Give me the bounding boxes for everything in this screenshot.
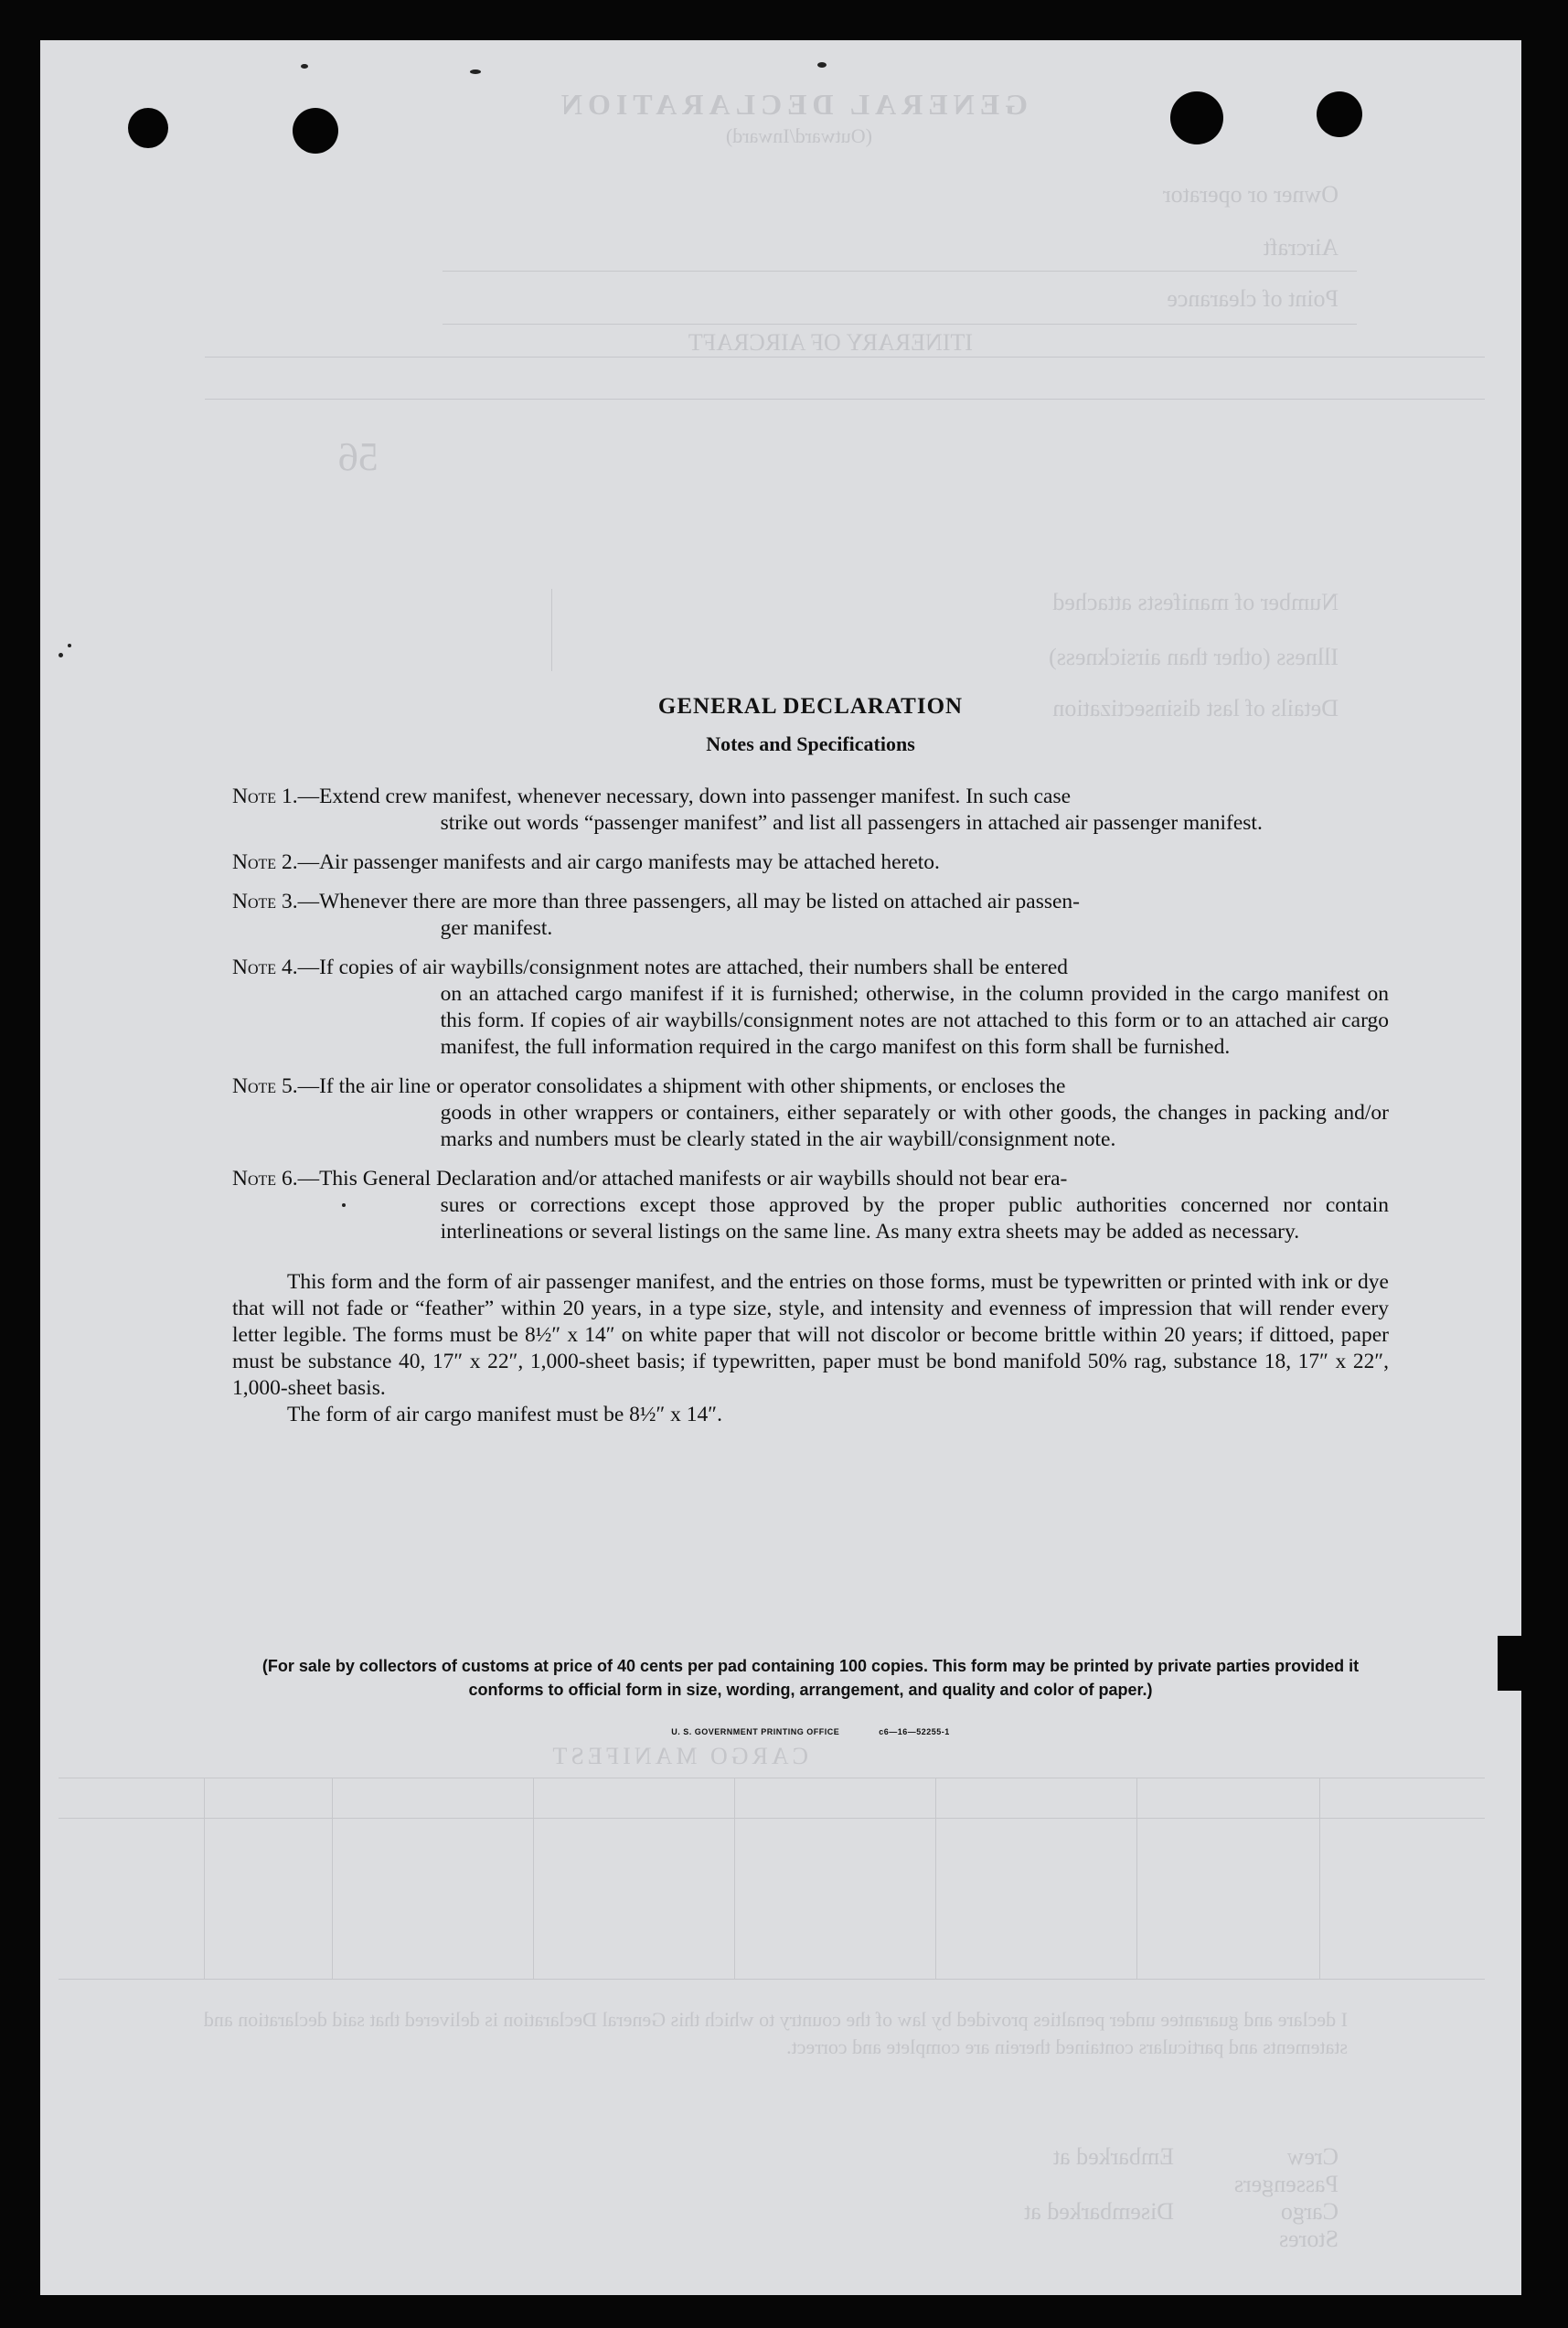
ghost-col	[1136, 1778, 1137, 1979]
form-specifications-paragraph: This form and the form of air passenger manifest, and the entries on those forms, must be typewritten or printed with ink or dye that will not fade or “feather” within 20 years, in a type size, style, and intensity and evenness of impression that will render every letter legible. The forms must be 8½″ x 14″ on white paper that will not discolor or become brittle within 20 years; if dittoed, paper must be substance 40, 17″ x 22″, 1,000-sheet basis; if typewritten, paper must be bond manifold 50% rag, substance 18, 17″ x 22″, 1,000-sheet basis.	[232, 1270, 1389, 1400]
ghost-aircraft: Aircraft	[1263, 234, 1339, 261]
sale-notice: (For sale by collectors of customs at price of 40 cents per pad containing 100 copies. This form may be printed by private parties provided it conforms to official form in size, wording, arrangement, and quality and color of paper.)	[261, 1657, 1360, 1699]
ghost-illness: Illness (other than airsickness)	[1049, 644, 1339, 670]
ghost-col	[204, 1778, 205, 1979]
ghost-rule	[59, 1979, 1485, 1980]
ghost-disembarked: Disembarked at	[1024, 2198, 1174, 2225]
note-continuation: on an attached cargo manifest if it is furnished; otherwise, in the column provided in the cargo manifest on this form. If copies of air waybills/consignment notes are not attached to this form or to an attached air cargo manifest, the full information required in the cargo manifest on this form shall be furnished.	[440, 982, 1389, 1059]
note-label: Note 5.	[232, 1074, 298, 1098]
document-title: GENERAL DECLARATION	[657, 694, 964, 719]
ghost-page-no: 56	[338, 434, 379, 479]
note-first-line: —Extend crew manifest, whenever necessary, down into passenger manifest. In such case	[297, 785, 1072, 808]
printer-code: c6—16—52255-1	[879, 1727, 950, 1736]
ghost-col	[533, 1778, 534, 1979]
ghost-details: Details of last disinsectization	[1052, 695, 1339, 721]
ghost-owner: Owner or operator	[1162, 181, 1339, 208]
note-5	[232, 1073, 1389, 1153]
note-label: Note 1.	[232, 785, 298, 808]
torn-edge	[1498, 1636, 1521, 1691]
note-label: Note 6.	[232, 1167, 298, 1191]
note-first-line: —Whenever there are more than three passengers, all may be listed on attached air passen-	[297, 890, 1080, 913]
ghost-rule	[443, 324, 1357, 325]
speck	[68, 644, 71, 647]
printer-name: U. S. GOVERNMENT PRINTING OFFICE	[671, 1727, 840, 1736]
ghost-col	[734, 1778, 735, 1979]
note-continuation: ger manifest.	[440, 916, 553, 940]
note-text	[298, 955, 1389, 1061]
ghost-cargo: Cargo	[1280, 2198, 1339, 2225]
note-first-line: —If the air line or operator consolidates a shipment with other shipments, or encloses the	[297, 1074, 1066, 1098]
ghost-manifests: Number of manifests attached	[1052, 589, 1339, 615]
speck	[817, 62, 827, 68]
document-subtitle: Notes and Specifications	[706, 732, 915, 755]
ghost-rule	[205, 357, 1485, 358]
ghost-itinerary: ITINERARY OF AIRCRAFT	[688, 329, 973, 356]
ghost-rule	[443, 271, 1357, 272]
speck	[470, 69, 481, 74]
ghost-header: GENERAL DECLARATION	[555, 88, 1028, 121]
printer-imprint	[232, 1727, 1389, 1736]
note-label: Note 2.	[232, 850, 298, 874]
ghost-col	[332, 1778, 333, 1979]
note-label: Note 3.	[232, 890, 298, 913]
note-4	[232, 955, 1389, 1061]
notes-content	[232, 694, 1389, 1428]
note-continuation: sures or corrections except those approved by the proper public authorities concerned nor contain interlineations or several listings on the same line. As many extra sheets may be added as necessary.	[440, 1193, 1389, 1244]
ghost-declaration: I declare and guarantee under penalties provided by law of the country to which this General Declaration is delivered that said declaration and statements and particulars contained therein are complete and correct.	[203, 2008, 1348, 2058]
speck	[301, 64, 308, 69]
speck	[59, 653, 63, 657]
note-text	[298, 1073, 1389, 1153]
ghost-col	[551, 589, 552, 671]
note-6	[232, 1166, 1389, 1245]
note-3	[232, 889, 1389, 942]
note-2	[232, 849, 1389, 876]
cargo-form-size-line: The form of air cargo manifest must be 8½″ x 14″.	[287, 1403, 722, 1426]
ghost-col	[1319, 1778, 1320, 1979]
note-continuation: goods in other wrappers or containers, either separately or with other goods, the changes in packing and/or marks and numbers must be clearly stated in the air waybill/consignment note.	[440, 1101, 1389, 1151]
note-1	[232, 784, 1389, 837]
ghost-stores: Stores	[1279, 2226, 1339, 2252]
document-sheet	[40, 40, 1521, 2295]
ghost-crew: Crew	[1286, 2143, 1339, 2170]
ghost-passengers: Passengers	[1233, 2171, 1339, 2197]
ghost-cargo-manifest: CARGO MANIFEST	[549, 1743, 808, 1769]
note-first-line: —If copies of air waybills/consignment notes are attached, their numbers shall be entered	[297, 956, 1069, 979]
note-text	[298, 1166, 1389, 1245]
ghost-embarked: Embarked at	[1052, 2143, 1174, 2170]
ghost-col	[935, 1778, 936, 1979]
note-continuation: strike out words “passenger manifest” and list all passengers in attached air passenger manifest.	[440, 811, 1263, 835]
ghost-point: Point of clearance	[1167, 285, 1339, 312]
note-first-line: —This General Declaration and/or attached manifests or air waybills should not bear era-	[297, 1167, 1068, 1191]
ghost-rule	[59, 1818, 1485, 1819]
note-first-line: —Air passenger manifests and air cargo manifests may be attached hereto.	[297, 850, 940, 874]
ghost-sub1: (Outward/Inward)	[725, 124, 872, 147]
note-text	[298, 784, 1389, 837]
ghost-rule	[205, 399, 1485, 400]
note-text	[298, 889, 1389, 942]
note-label: Note 4.	[232, 956, 298, 979]
note-text	[298, 849, 1389, 876]
